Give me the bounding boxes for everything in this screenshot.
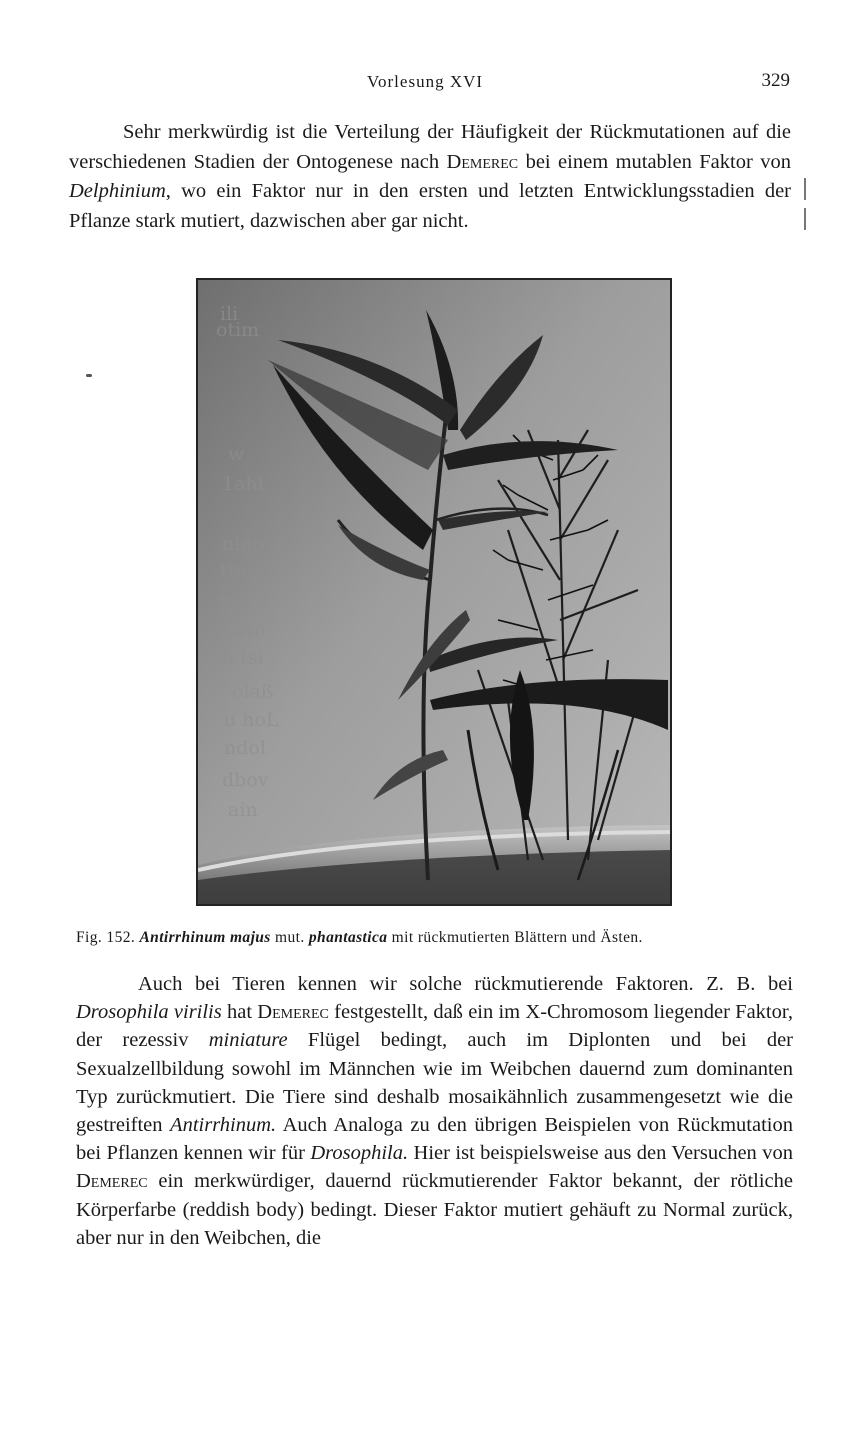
text-run: bei einem mutablen Faktor von bbox=[518, 150, 791, 173]
paragraph-drosophila bbox=[76, 970, 793, 1252]
svg-text:ili: ili bbox=[220, 303, 239, 325]
margin-mark bbox=[804, 178, 806, 200]
author-name: Demerec bbox=[76, 1170, 148, 1193]
figure-label: Fig. 152. bbox=[76, 929, 136, 946]
svg-text:otim: otim bbox=[216, 319, 260, 341]
svg-text:nigo: nigo bbox=[222, 533, 264, 555]
text-run: ein merkwürdiger, dauernd rückmutierender Faktor bekannt, der rötliche Körperfarbe (reddish body) bedingt. Dieser Faktor mutiert gehäuft zu Normal zurück, aber nur in den Weibchen, die bbox=[76, 1170, 793, 1249]
svg-text:ndol: ndol bbox=[224, 737, 266, 759]
text-run: festgestellt, daß ein im X-Chromosom liegender Faktor, der rezessiv bbox=[76, 1001, 793, 1052]
svg-text:olaß: olaß bbox=[232, 681, 274, 703]
svg-text:u hoL: u hoL bbox=[224, 709, 279, 731]
running-title: Vorlesung XVI bbox=[366, 72, 484, 91]
svg-text:dbov: dbov bbox=[222, 769, 269, 791]
svg-text:ain: ain bbox=[228, 799, 258, 821]
antirrhinum-plant-photo bbox=[198, 280, 670, 904]
svg-text:ttoH: ttoH bbox=[220, 559, 264, 581]
gene-name: miniature bbox=[208, 1029, 288, 1052]
genus-name: Antirrhinum. bbox=[170, 1114, 277, 1137]
paragraph-delphinium bbox=[69, 118, 791, 236]
caption-rest: mit rückmutierten Blättern und Ästen. bbox=[391, 929, 643, 946]
genus-name: Delphinium bbox=[69, 180, 166, 203]
svg-text:dom: dom bbox=[224, 619, 266, 641]
genus-name: Drosophila. bbox=[310, 1142, 409, 1165]
svg-text:1ahl: 1ahl bbox=[222, 473, 264, 495]
author-name: Demerec bbox=[446, 150, 519, 173]
running-head bbox=[0, 70, 850, 96]
text-run: Sehr merkwürdig ist die Verteilung der Häufigkeit der Rückmutationen auf die verschiedenen Stadien der Ontogenese nach bbox=[69, 121, 791, 173]
margin-mark bbox=[804, 208, 806, 230]
author-name: Demerec bbox=[257, 1001, 329, 1024]
text-run: , wo ein Faktor nur in den ersten und letzten Entwicklungsstadien der Pflanze stark mutiert, dazwischen aber gar nicht. bbox=[69, 180, 791, 232]
caption-mut: mut. bbox=[275, 929, 305, 946]
text-run: Flügel bedingt, auch im Diplonten und bei der Sexualzellbildung sowohl im Männchen wie im Weibchen dauernd zum dominanten Typ zurückmutiert. Die Tiere sind deshalb mosaikähnlich zusammengesetzt wie die gestreiften bbox=[76, 1029, 793, 1137]
species-name: Drosophila virilis bbox=[76, 1001, 222, 1024]
text-run: hat bbox=[221, 1001, 258, 1024]
svg-text:n tsi: n tsi bbox=[222, 647, 264, 669]
figure-caption bbox=[76, 929, 796, 947]
figure-photograph bbox=[196, 278, 672, 906]
species-name: Antirrhinum majus bbox=[139, 929, 271, 946]
print-speck bbox=[86, 374, 92, 377]
text-run: Auch Analoga zu den übrigen Beispielen von Rückmutation bei Pflanzen kennen wir für bbox=[76, 1114, 793, 1165]
svg-text:mo: mo bbox=[218, 589, 248, 611]
text-run: Hier ist beispielsweise aus den Versuchen von bbox=[408, 1142, 793, 1165]
page-number: 329 bbox=[761, 70, 790, 91]
text-run: Auch bei Tieren kennen wir solche rückmutierende Faktoren. Z. B. bei bbox=[138, 973, 793, 995]
svg-text:w: w bbox=[228, 443, 245, 465]
variety-name: phantastica bbox=[308, 929, 388, 946]
